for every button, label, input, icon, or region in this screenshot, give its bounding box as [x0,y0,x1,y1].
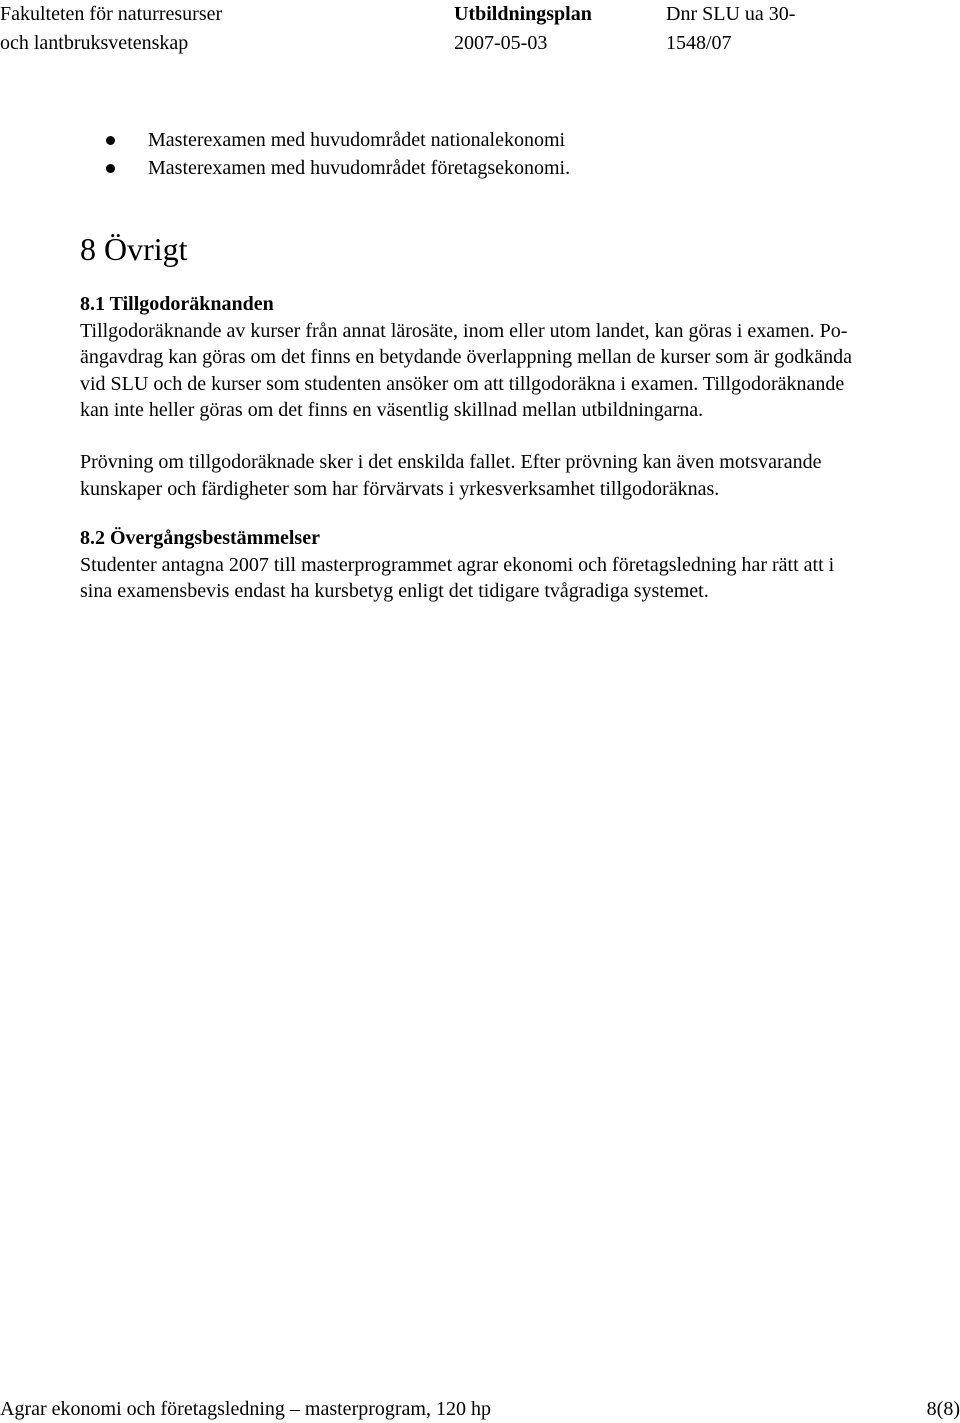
paragraph-line: vid SLU och de kurser som studenten ansöker om att tillgodoräkna i examen. Tillgodoräknande [80,372,845,395]
list-item-text: Masterexamen med huvudområdet företagsekonomi. [148,157,571,179]
header-dnr [666,0,795,58]
header-doc-type: Utbildningsplan [454,3,592,25]
header-faculty-line2: och lantbruksvetenskap [0,32,189,54]
list-item [106,126,570,154]
subsection-heading: 8.1 Tillgodoräknanden [80,293,274,315]
bullet-icon [106,136,115,145]
paragraph-line: Prövning om tillgodoräknade sker i det enskilda fallet. Efter prövning kan även motsvarande [80,451,822,473]
paragraph-line: kunskaper och färdigheter som har förvärvats i yrkesverksamhet tillgodoräknas. [80,477,720,500]
header-faculty [0,0,222,58]
degree-list [106,126,570,182]
paragraph-line: Studenter antagna 2007 till masterprogrammet agrar ekonomi och företagsledning har rätt att i [80,553,835,576]
section-heading: 8 Övrigt [80,231,188,267]
paragraph-line: sina examensbevis endast ha kursbetyg enligt det tidigare tvågradiga systemet. [80,580,709,602]
subsection-transitional-provisions [80,525,940,605]
header-dnr-line2: 1548/07 [666,32,732,54]
paragraph-line: kan inte heller göras om det finns en väsentlig skillnad mellan utbildningarna. [80,399,704,421]
subsection-heading: 8.2 Övergångsbestämmelser [80,527,320,549]
subsection-credit-transfer [80,291,940,424]
list-item-text: Masterexamen med huvudområdet nationalekonomi [148,129,566,151]
paragraph-assessment [80,449,940,502]
footer-program-title: Agrar ekonomi och företagsledning – masterprogram, 120 hp [0,1398,491,1420]
footer-page-number: 8(8) [926,1398,960,1420]
header-dnr-line1: Dnr SLU ua 30- [666,3,796,25]
list-item [106,154,570,182]
paragraph-line: ängavdrag kan göras om det finns en betydande överlappning mellan de kurser som är godkända [80,346,852,368]
header-faculty-line1: Fakulteten för naturresurser [0,3,223,25]
bullet-icon [106,164,115,173]
header-date: 2007-05-03 [454,32,548,54]
paragraph-line: Tillgodoräknande av kurser från annat lärosäte, inom eller utom landet, kan göras i examen. Po- [80,319,848,342]
header-doc-info [454,0,592,58]
